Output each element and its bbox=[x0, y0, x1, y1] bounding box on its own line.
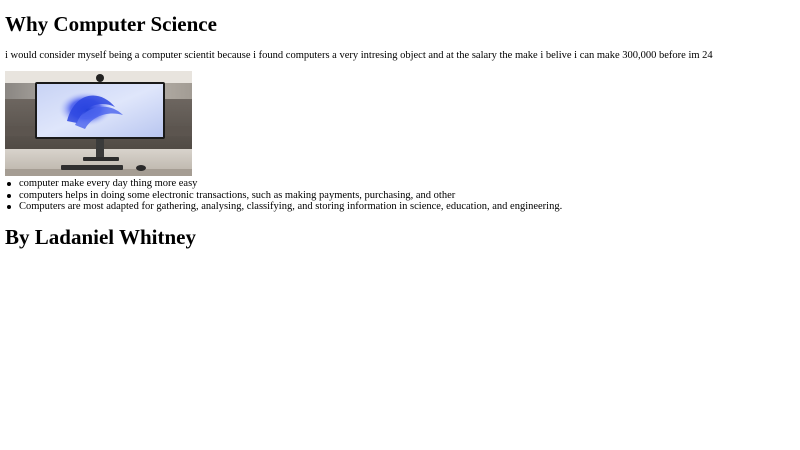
list-item-text: computer make every day thing more easy bbox=[19, 178, 198, 189]
list-item-text: Computers are most adapted for gathering, analysing, classifying, and storing information in science, education, and engineering. bbox=[19, 201, 563, 212]
author-byline: By Ladaniel Whitney bbox=[5, 225, 196, 249]
list-item-text: computers helps in doing some electronic transactions, such as making payments, purchasing, and other bbox=[19, 189, 456, 201]
intro-paragraph: i would consider myself being a computer scientit because i found computers a very intresing object and at the salary the make i belive i can make 300,000 before im 24 bbox=[5, 50, 713, 61]
list-item bbox=[0, 178, 562, 190]
bullet-icon bbox=[7, 182, 11, 186]
page-title: Why Computer Science bbox=[5, 12, 217, 36]
bullet-icon bbox=[7, 194, 11, 198]
bullet-icon bbox=[7, 205, 11, 209]
list-item bbox=[0, 201, 562, 213]
reasons-list bbox=[0, 178, 562, 213]
list-item bbox=[0, 190, 562, 202]
computer-photo bbox=[5, 71, 192, 176]
